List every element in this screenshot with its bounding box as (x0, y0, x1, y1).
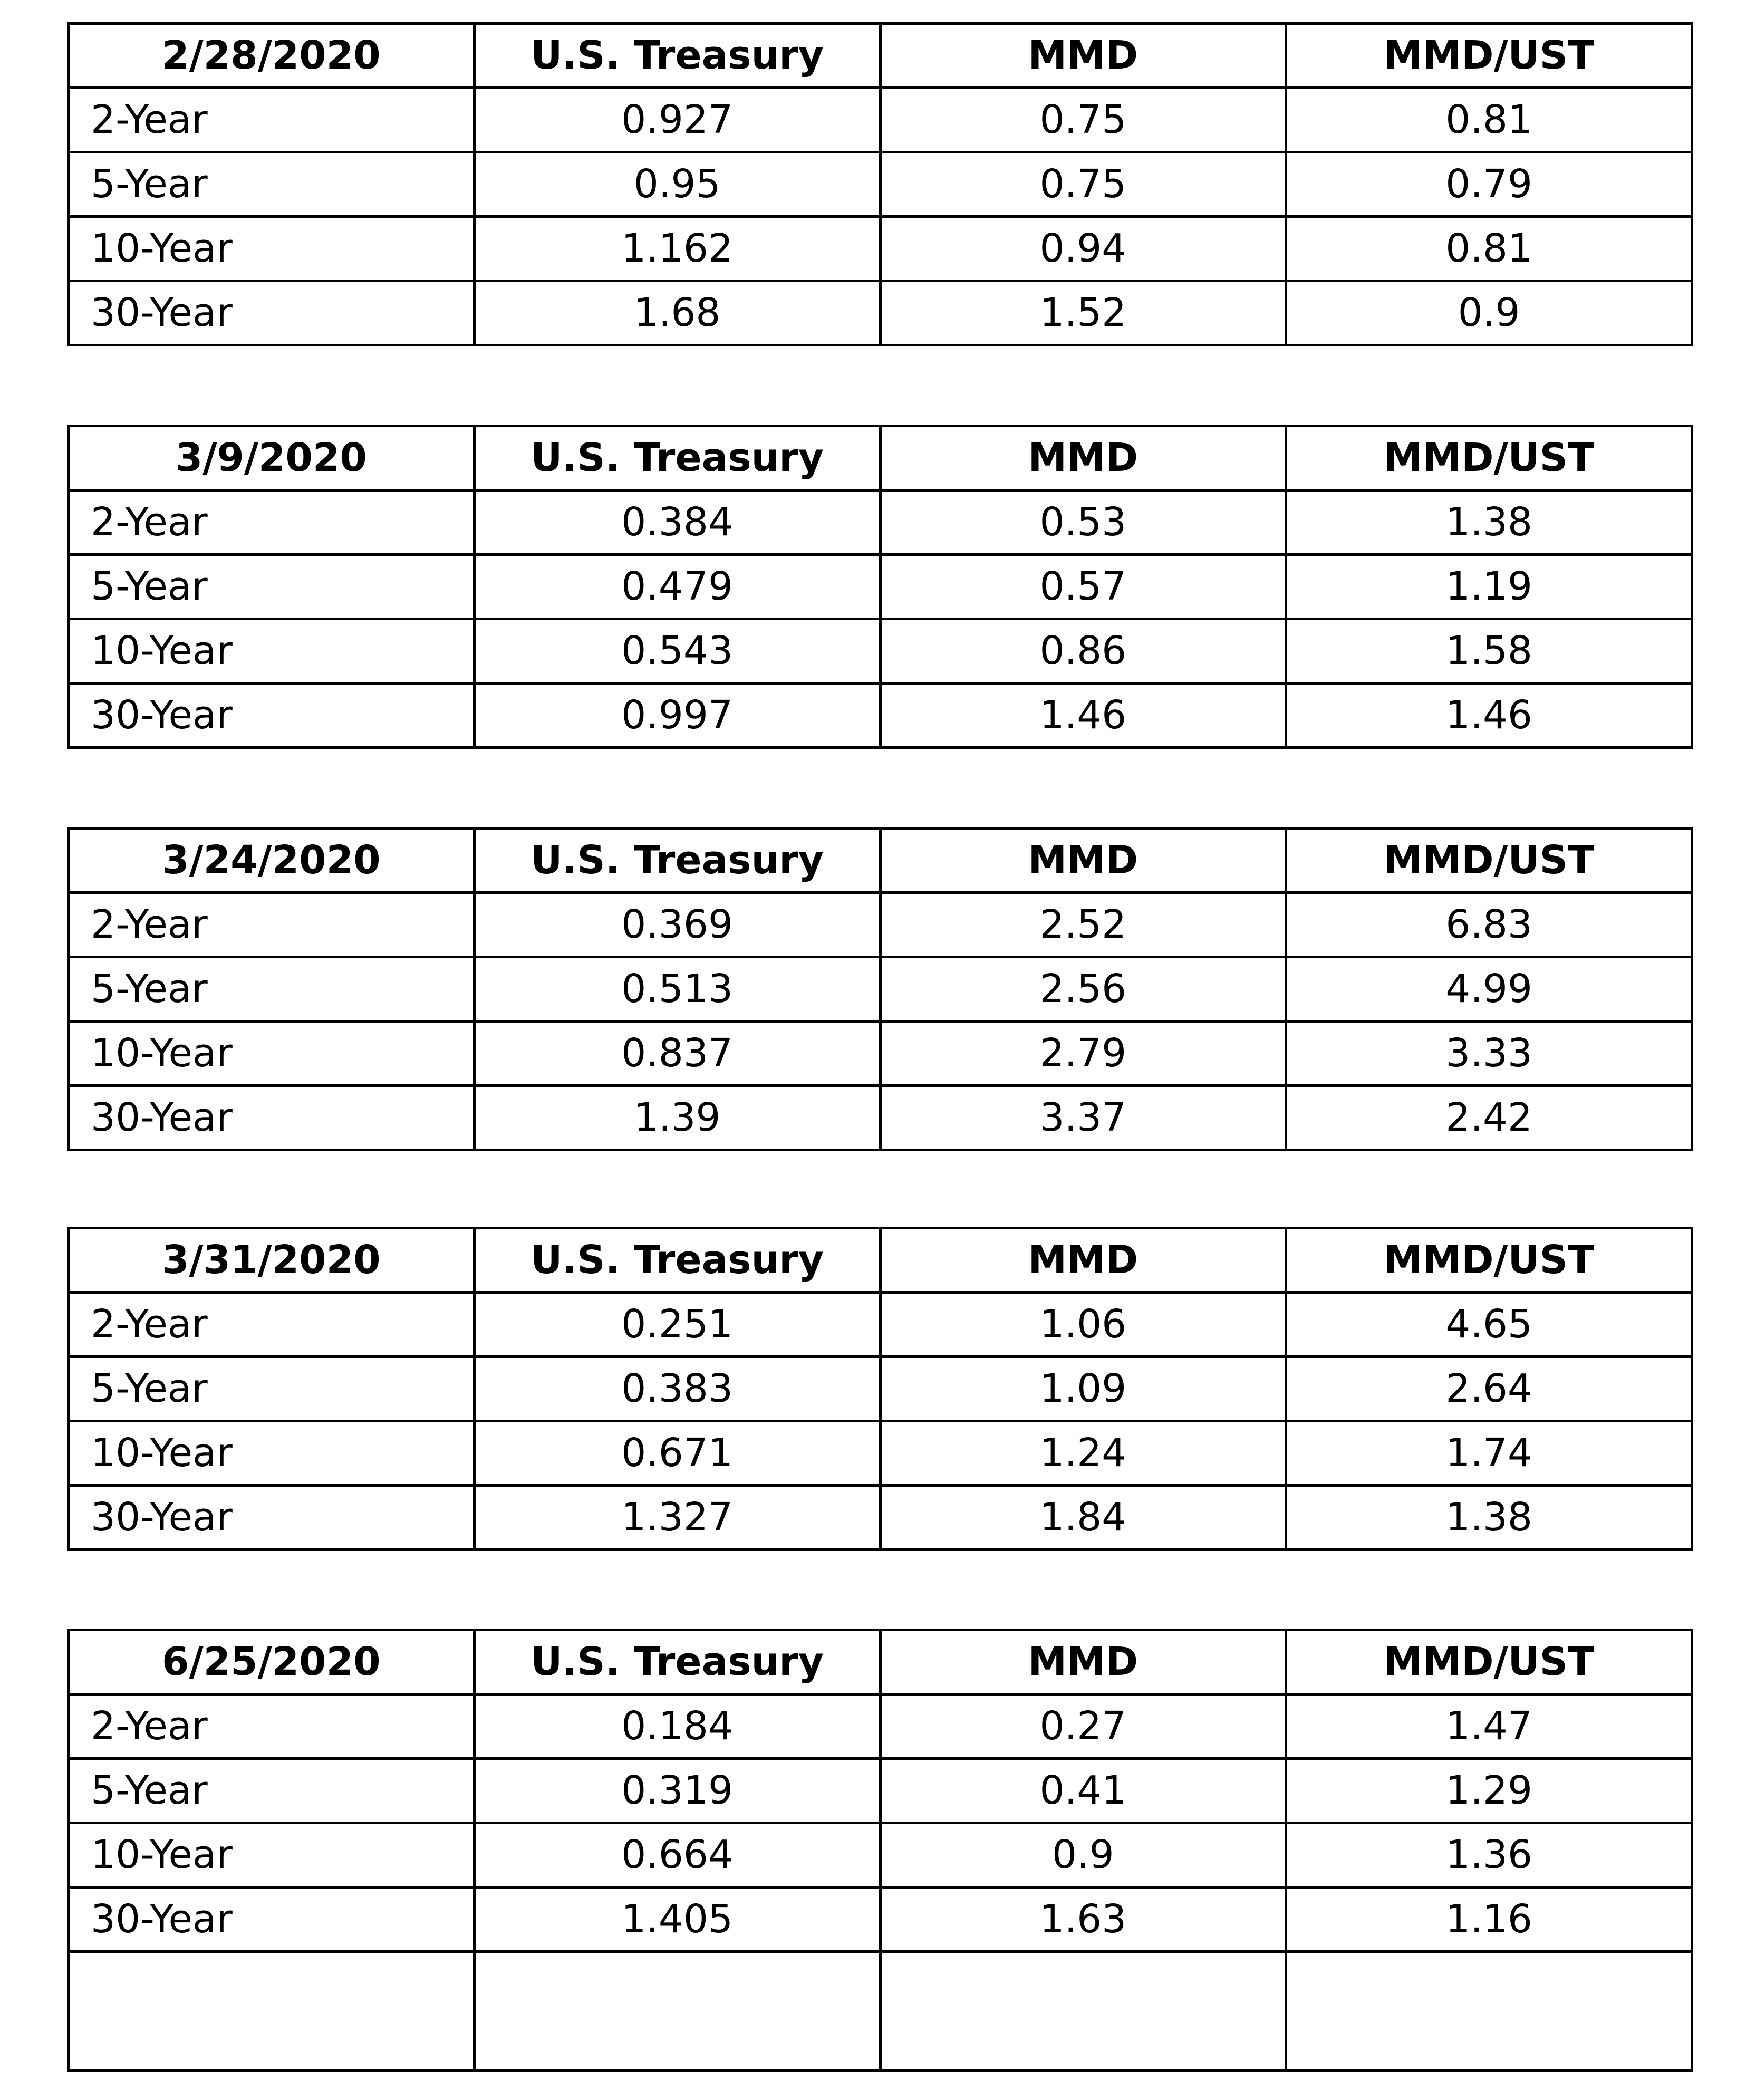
ratio-cell: 2.64 (1286, 1357, 1692, 1421)
yield-table-3-31-2020 (67, 1227, 1693, 1551)
date-header: 3/9/2020 (69, 426, 475, 490)
table-row (69, 683, 1692, 748)
ust-header: U.S. Treasury (474, 426, 880, 490)
ust-cell: 0.251 (474, 1293, 880, 1357)
term-cell: 2-Year (69, 1694, 475, 1759)
ust-cell: 0.543 (474, 619, 880, 683)
table-header-row (69, 24, 1692, 88)
ust-cell: 0.383 (474, 1357, 880, 1421)
blank-table-row (69, 1952, 1692, 2070)
ust-cell: 0.671 (474, 1421, 880, 1486)
date-header: 3/31/2020 (69, 1228, 475, 1293)
ratio-header: MMD/UST (1286, 1630, 1692, 1694)
table-row (69, 1887, 1692, 1952)
blank-cell (69, 1952, 475, 2070)
term-cell: 5-Year (69, 957, 475, 1022)
ratio-cell: 1.47 (1286, 1694, 1692, 1759)
mmd-header: MMD (880, 829, 1286, 893)
table-row (69, 1759, 1692, 1823)
term-cell: 30-Year (69, 1086, 475, 1150)
table-row (69, 217, 1692, 281)
table-header-row (69, 426, 1692, 490)
ratio-cell: 1.58 (1286, 619, 1692, 683)
ratio-cell: 1.36 (1286, 1823, 1692, 1887)
date-header: 3/24/2020 (69, 829, 475, 893)
mmd-cell: 1.46 (880, 683, 1286, 748)
table-row (69, 88, 1692, 152)
ratio-cell: 1.46 (1286, 683, 1692, 748)
ust-cell: 0.184 (474, 1694, 880, 1759)
mmd-header: MMD (880, 1630, 1286, 1694)
yield-table-6-25-2020 (67, 1629, 1693, 2072)
ratio-cell: 1.16 (1286, 1887, 1692, 1952)
ratio-header: MMD/UST (1286, 24, 1692, 88)
term-cell: 5-Year (69, 1357, 475, 1421)
term-cell: 2-Year (69, 1293, 475, 1357)
table-header-row (69, 829, 1692, 893)
term-cell: 30-Year (69, 1486, 475, 1550)
mmd-cell: 2.56 (880, 957, 1286, 1022)
ust-cell: 0.95 (474, 152, 880, 217)
term-cell: 2-Year (69, 88, 475, 152)
mmd-header: MMD (880, 24, 1286, 88)
ust-cell: 1.39 (474, 1086, 880, 1150)
ratio-cell: 2.42 (1286, 1086, 1692, 1150)
ust-cell: 1.68 (474, 281, 880, 345)
table-row (69, 1486, 1692, 1550)
table-row (69, 1823, 1692, 1887)
ratio-cell: 1.38 (1286, 1486, 1692, 1550)
term-cell: 30-Year (69, 683, 475, 748)
table-row (69, 555, 1692, 619)
mmd-cell: 0.75 (880, 88, 1286, 152)
ratio-cell: 1.74 (1286, 1421, 1692, 1486)
ust-cell: 0.319 (474, 1759, 880, 1823)
ust-cell: 1.405 (474, 1887, 880, 1952)
ratio-header: MMD/UST (1286, 829, 1692, 893)
date-header: 2/28/2020 (69, 24, 475, 88)
table-row (69, 893, 1692, 957)
term-cell: 2-Year (69, 893, 475, 957)
ratio-cell: 4.65 (1286, 1293, 1692, 1357)
mmd-header: MMD (880, 1228, 1286, 1293)
mmd-cell: 0.94 (880, 217, 1286, 281)
table-header-row (69, 1630, 1692, 1694)
ratio-cell: 4.99 (1286, 957, 1692, 1022)
mmd-cell: 0.53 (880, 490, 1286, 555)
term-cell: 10-Year (69, 1022, 475, 1086)
term-cell: 5-Year (69, 1759, 475, 1823)
mmd-cell: 0.9 (880, 1823, 1286, 1887)
mmd-cell: 0.57 (880, 555, 1286, 619)
yield-table-2-28-2020 (67, 22, 1693, 346)
ratio-cell: 6.83 (1286, 893, 1692, 957)
table-row (69, 1421, 1692, 1486)
mmd-cell: 1.52 (880, 281, 1286, 345)
table-row (69, 957, 1692, 1022)
ust-cell: 0.369 (474, 893, 880, 957)
ust-header: U.S. Treasury (474, 829, 880, 893)
term-cell: 10-Year (69, 217, 475, 281)
term-cell: 30-Year (69, 1887, 475, 1952)
ratio-cell: 0.81 (1286, 88, 1692, 152)
table-header-row (69, 1228, 1692, 1293)
mmd-cell: 1.63 (880, 1887, 1286, 1952)
ratio-header: MMD/UST (1286, 1228, 1692, 1293)
mmd-header: MMD (880, 426, 1286, 490)
ust-header: U.S. Treasury (474, 1630, 880, 1694)
ust-cell: 0.997 (474, 683, 880, 748)
ust-cell: 1.162 (474, 217, 880, 281)
mmd-cell: 1.84 (880, 1486, 1286, 1550)
mmd-cell: 0.27 (880, 1694, 1286, 1759)
ust-header: U.S. Treasury (474, 24, 880, 88)
term-cell: 10-Year (69, 1823, 475, 1887)
ratio-cell: 0.81 (1286, 217, 1692, 281)
yield-table-3-9-2020 (67, 425, 1693, 749)
table-row (69, 1293, 1692, 1357)
mmd-cell: 0.75 (880, 152, 1286, 217)
table-row (69, 1357, 1692, 1421)
yield-table-3-24-2020 (67, 827, 1693, 1151)
ust-cell: 0.837 (474, 1022, 880, 1086)
mmd-cell: 1.24 (880, 1421, 1286, 1486)
blank-cell (880, 1952, 1286, 2070)
ratio-cell: 1.38 (1286, 490, 1692, 555)
ratio-cell: 1.29 (1286, 1759, 1692, 1823)
ust-cell: 0.513 (474, 957, 880, 1022)
ust-cell: 0.384 (474, 490, 880, 555)
ratio-cell: 0.79 (1286, 152, 1692, 217)
mmd-cell: 1.06 (880, 1293, 1286, 1357)
term-cell: 5-Year (69, 555, 475, 619)
term-cell: 2-Year (69, 490, 475, 555)
ust-cell: 1.327 (474, 1486, 880, 1550)
term-cell: 10-Year (69, 619, 475, 683)
date-header: 6/25/2020 (69, 1630, 475, 1694)
table-row (69, 1086, 1692, 1150)
ratio-cell: 3.33 (1286, 1022, 1692, 1086)
table-row (69, 152, 1692, 217)
term-cell: 30-Year (69, 281, 475, 345)
ratio-header: MMD/UST (1286, 426, 1692, 490)
ust-cell: 0.664 (474, 1823, 880, 1887)
ratio-cell: 0.9 (1286, 281, 1692, 345)
table-row (69, 281, 1692, 345)
mmd-cell: 3.37 (880, 1086, 1286, 1150)
table-row (69, 619, 1692, 683)
mmd-cell: 0.41 (880, 1759, 1286, 1823)
mmd-cell: 1.09 (880, 1357, 1286, 1421)
blank-cell (1286, 1952, 1692, 2070)
mmd-cell: 2.52 (880, 893, 1286, 957)
ust-cell: 0.479 (474, 555, 880, 619)
mmd-cell: 0.86 (880, 619, 1286, 683)
table-row (69, 1694, 1692, 1759)
table-row (69, 1022, 1692, 1086)
term-cell: 10-Year (69, 1421, 475, 1486)
table-row (69, 490, 1692, 555)
ust-cell: 0.927 (474, 88, 880, 152)
mmd-cell: 2.79 (880, 1022, 1286, 1086)
blank-cell (474, 1952, 880, 2070)
term-cell: 5-Year (69, 152, 475, 217)
ratio-cell: 1.19 (1286, 555, 1692, 619)
ust-header: U.S. Treasury (474, 1228, 880, 1293)
